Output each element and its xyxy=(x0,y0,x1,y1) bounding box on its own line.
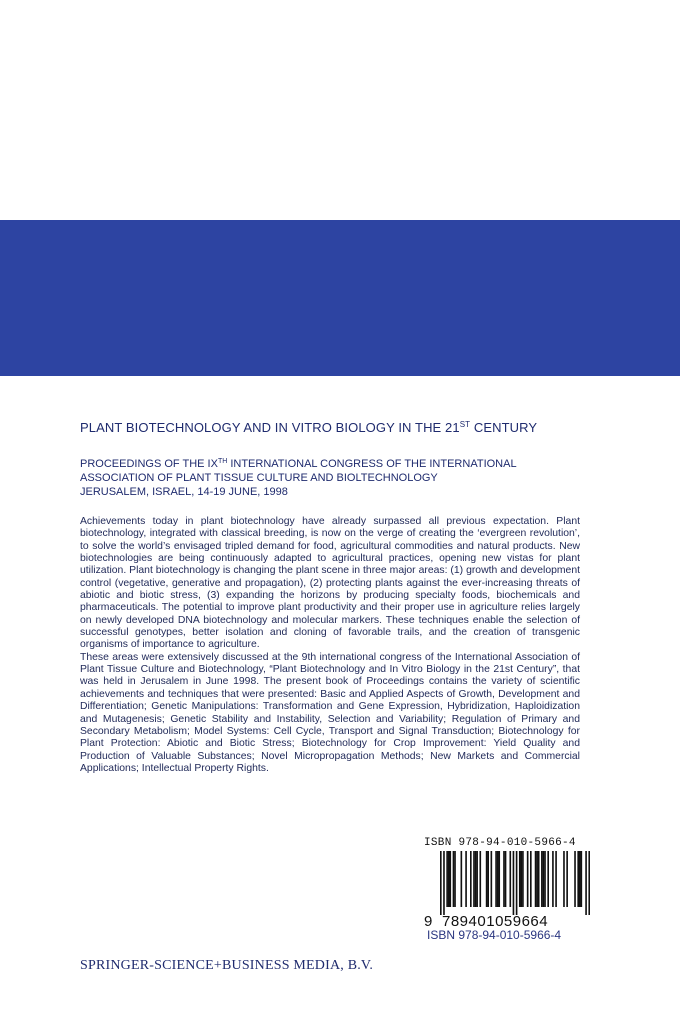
barcode-bar xyxy=(535,851,537,907)
barcode-bar xyxy=(486,851,488,907)
barcode-bar xyxy=(552,851,554,907)
barcode-bar xyxy=(449,851,451,907)
proceedings-info xyxy=(80,457,517,499)
book-title xyxy=(80,420,537,435)
barcode-bar xyxy=(519,851,521,907)
barcode-bar xyxy=(495,851,497,907)
barcode-bar xyxy=(543,851,545,907)
barcode-bar xyxy=(563,851,565,907)
barcode-bar xyxy=(521,851,523,907)
barcode-bar xyxy=(579,851,581,907)
proceedings-line-1-start: PROCEEDINGS OF THE IX xyxy=(80,458,218,470)
isbn-barcode-header: ISBN 978-94-010-5966-4 xyxy=(424,837,576,849)
barcode-digits-group-1: 789401 xyxy=(442,913,496,930)
barcode-bar xyxy=(503,851,505,907)
barcode-bar xyxy=(446,851,448,907)
barcode-bar xyxy=(479,851,481,907)
proceedings-line-1 xyxy=(80,457,517,471)
barcode-bar xyxy=(581,851,583,907)
barcode-bar xyxy=(509,851,511,907)
barcode-bar xyxy=(476,851,478,907)
barcode-bar xyxy=(588,851,590,915)
barcode-digits-group-2: 059664 xyxy=(495,913,549,930)
barcode-bar xyxy=(453,851,455,907)
description-paragraph-2: These areas were extensively discussed at the 9th international congress of the International Association of Plant Tissue Culture and Biotechnology, “Plant Biotechnology and In Vitro Biology in the 21st Century”, that was held in Jerusalem in June 1998. The present book of Proceedings contains the variety of scientific achievements and techniques that were presented: Basic and Applied Aspects of Growth, Development and Differentiation; Genetic Manipulations: Transformation and Gene Expression, Hybridization, Haploidization and Mutagenesis; Genetic Stability and Instability, Selection and Variability; Regulation of Primary and Secondary Metabolism; Model Systems: Cell Cycle, Transport and Signal Transduction; Biotechnology for Plant Protection: Abiotic and Biotic Stress; Biotechnology for Crop Improvement: Yield Quality and Production of Valuable Substances; Novel Micropropagation Methods; New Markets and Commercial Applications; Intellectual Property Rights. xyxy=(80,651,580,774)
barcode-bar xyxy=(461,851,463,907)
proceedings-line-1-end: INTERNATIONAL CONGRESS OF THE INTERNATIONAL xyxy=(227,458,517,470)
barcode-bar xyxy=(440,851,442,915)
proceedings-line-1-sup: TH xyxy=(217,458,228,465)
barcode-bar xyxy=(465,851,467,907)
barcode-bar xyxy=(544,851,546,907)
description-paragraph-1: Achievements today in plant biotechnology have already surpassed all previous expectation. Plant biotechnology, integrated with classical breeding, is now on the verge of creating the ‘evergreen revolution’, to solve the world’s envisaged tripled demand for food, agricultural commodities and natural products. New biotechnologies are being continuously adapted to agricultural practices, opening new vistas for plant utilization. Plant biotechnology is changing the plant scene in three major areas: (1) growth and development control (vegetative, generative and propagation), (2) protecting plants against the ever-increasing threats of abiotic and biotic stress, (3) expanding the horizons by producing specialty foods, biochemicals and pharmaceuticals. The potential to improve plant productivity and their proper use in agriculture relies largely on newly developed DNA biotechnology and molecular markers. These techniques enable the selection of successful genotypes, better isolation and cloning of favorable trails, and the creation of transgenic organisms of importance to agriculture. xyxy=(80,516,580,651)
book-title-end: CENTURY xyxy=(470,420,538,435)
barcode-bar xyxy=(491,851,493,907)
barcode-bar xyxy=(530,851,532,907)
barcode-bar xyxy=(498,851,500,907)
barcode-bar xyxy=(536,851,538,907)
barcode-bar xyxy=(566,851,568,907)
barcode-bar xyxy=(574,851,576,907)
book-description xyxy=(80,516,580,775)
barcode-bar xyxy=(547,851,549,907)
cover-color-band xyxy=(0,220,680,376)
barcode-bar xyxy=(473,851,475,907)
barcode-digit-first: 9 xyxy=(424,913,433,930)
barcode-bar xyxy=(497,851,499,907)
barcode-bar xyxy=(522,851,524,907)
barcode-bar xyxy=(555,851,557,907)
barcode-bar xyxy=(505,851,507,907)
barcode-block xyxy=(424,837,594,930)
proceedings-line-2: ASSOCIATION OF PLANT TISSUE CULTURE AND BIOLTECHNOLOGY xyxy=(80,472,438,484)
barcode-bar xyxy=(454,851,456,907)
barcode-bar xyxy=(448,851,450,907)
book-title-main: PLANT BIOTECHNOLOGY AND IN VITRO BIOLOGY IN THE 21 xyxy=(80,420,460,435)
barcode-bar xyxy=(516,851,518,915)
barcode-bar xyxy=(470,851,472,907)
barcode-image xyxy=(440,851,590,915)
barcode-bar xyxy=(541,851,543,907)
barcode-bar xyxy=(487,851,489,907)
barcode-bar xyxy=(443,851,445,915)
book-title-superscript: ST xyxy=(459,420,471,429)
barcode-bar xyxy=(513,851,515,915)
publisher-name: SPRINGER-SCIENCE+BUSINESS MEDIA, B.V. xyxy=(80,958,374,973)
isbn-label: ISBN 978-94-010-5966-4 xyxy=(427,928,562,942)
barcode-bar xyxy=(577,851,579,907)
barcode-bar xyxy=(527,851,529,907)
barcode-bar xyxy=(538,851,540,907)
barcode-bar xyxy=(475,851,477,907)
barcode-bar xyxy=(585,851,587,915)
proceedings-line-3: JERUSALEM, ISRAEL, 14-19 JUNE, 1998 xyxy=(80,486,288,498)
